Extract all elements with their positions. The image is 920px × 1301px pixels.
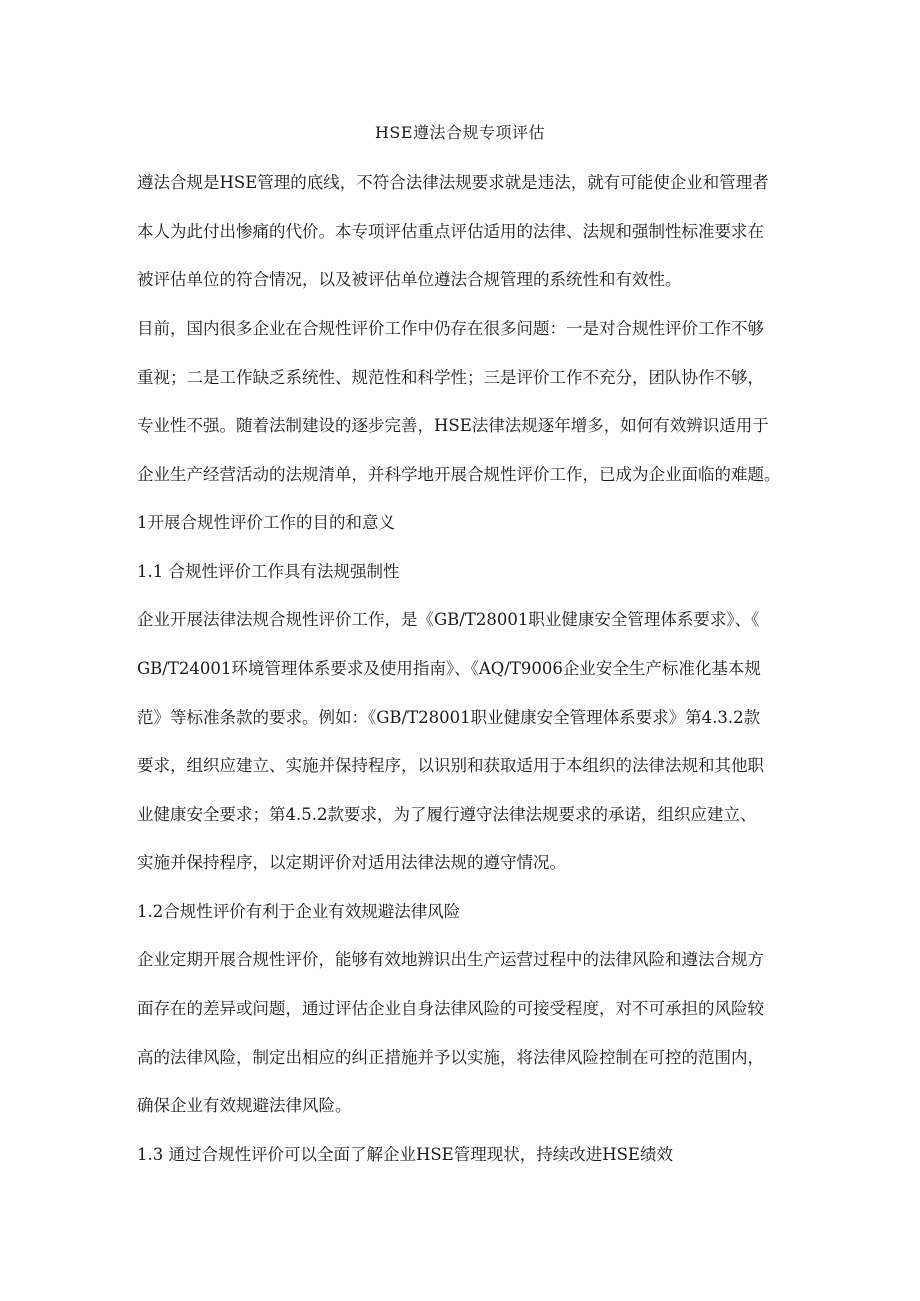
paragraph-line: 重视；二是工作缺乏系统性、规范性和科学性；三是评价工作不充分，团队协作不够，	[137, 368, 764, 387]
paragraph-line: 遵法合规是HSE管理的底线，不符合法律法规要求就是违法，就有可能使企业和管理者	[137, 173, 769, 192]
paragraph-line: 企业生产经营活动的法规清单，并科学地开展合规性评价工作，已成为企业面临的难题。	[137, 465, 781, 484]
subsection-heading: 1.3 通过合规性评价可以全面了解企业HSE管理现状，持续改进HSE绩效	[137, 1145, 673, 1164]
paragraph-line: 要求，组织应建立、实施并保持程序，以识别和获取适用于本组织的法律法规和其他职	[137, 756, 764, 775]
paragraph-line: 目前，国内很多企业在合规性评价工作中仍存在很多问题：一是对合规性评价工作不够	[137, 319, 764, 338]
paragraph-line: 专业性不强。随着法制建设的逐步完善，HSE法律法规逐年增多，如何有效辨识适用于	[137, 416, 769, 435]
section-heading: 1开展合规性评价工作的目的和意义	[137, 513, 395, 532]
paragraph-line: 企业开展法律法规合规性评价工作，是《GB/T28001职业健康安全管理体系要求》、《	[137, 610, 760, 629]
paragraph-line: 本人为此付出惨痛的代价。本专项评估重点评估适用的法律、法规和强制性标准要求在	[137, 222, 764, 241]
document-title: HSE遵法合规专项评估	[374, 123, 546, 142]
subsection-heading: 1.1 合规性评价工作具有法规强制性	[137, 562, 400, 581]
paragraph-line: GB/T24001环境管理体系要求及使用指南》、《AQ/T9006企业安全生产标准化基本规	[137, 659, 761, 678]
paragraph-line: 范》等标准条款的要求。例如：《GB/T28001职业健康安全管理体系要求》第4.3.2款	[137, 708, 761, 727]
subsection-heading: 1.2合规性评价有利于企业有效规避法律风险	[137, 902, 461, 921]
paragraph-line: 业健康安全要求；第4.5.2款要求，为了履行遵守法律法规要求的承诺，组织应建立、	[137, 805, 757, 824]
paragraph-line: 面存在的差异或问题，通过评估企业自身法律风险的可接受程度，对不可承担的风险较	[137, 999, 764, 1018]
paragraph-line: 企业定期开展合规性评价，能够有效地辨识出生产运营过程中的法律风险和遵法合规方	[137, 950, 764, 969]
paragraph-line: 高的法律风险，制定出相应的纠正措施并予以实施，将法律风险控制在可控的范围内，	[137, 1048, 764, 1067]
paragraph-line: 确保企业有效规避法律风险。	[137, 1096, 352, 1115]
paragraph-line: 被评估单位的符合情况，以及被评估单位遵法合规管理的系统性和有效性。	[137, 270, 682, 289]
paragraph-line: 实施并保持程序，以定期评价对适用法律法规的遵守情况。	[137, 853, 566, 872]
